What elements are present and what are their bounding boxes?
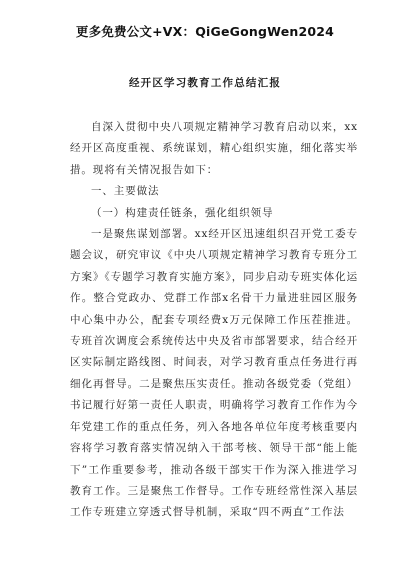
document-title: 经开区学习教育工作总结汇报 xyxy=(128,77,282,89)
document-body xyxy=(70,117,358,524)
intro-paragraph: 自深入贯彻中央八项规定精神学习教育启动以来，xx经开区高度重视、系统谋划，精心组织实施，细化落实举措。现将有关情况报告如下： xyxy=(70,121,358,176)
section-heading: 一、主要做法 xyxy=(91,185,160,198)
watermark-banner: 更多免费公文+VX：QiGeGongWen2024 xyxy=(75,24,335,39)
subsection-heading: （一）构建责任链条，强化组织领导 xyxy=(91,206,274,219)
body-paragraph: 一是聚焦谋划部署。xx经开区迅速组织召开党工委专题会议，研究审议《中央八项规定精神学习教育专班分工方案》《专题学习教育实施方案》，同步启动专班实体化运作。整合党政办、党群工作部x名骨干力量进驻园区服务中心集中办公，配套专项经费x万元保障工作压茬推进。专班首次调度会系统传达中央及省市部署要求，结合经开区实际制定路线图、时间表，对学习教育重点任务进行再细化再督导。二是聚焦压实责任。推动各级党委（党组）书记履行好第一责任人职责，明确将学习教育工作作为今年党建工作的重点任务，列入各地各单位年度考核重要内容将学习教育落实情况纳入干部考核、领导干部“能上能下”工作重要参考，推动各级干部实干作为深入推进学习教育工作。三是聚焦工作督导。工作专班经常性深入基层工作专班建立穿透式督导机制，采取“四不两直”工作法 xyxy=(70,228,358,519)
